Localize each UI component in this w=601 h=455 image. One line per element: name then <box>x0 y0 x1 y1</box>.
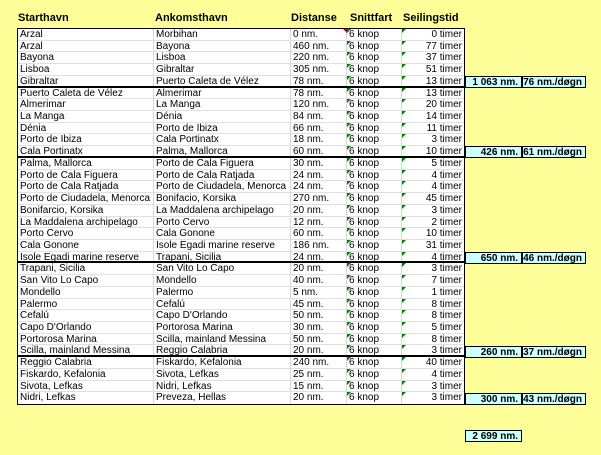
start-port-cell[interactable]: Porto de Cala Ratjada <box>18 181 154 192</box>
distance-cell[interactable]: 24 nm. <box>291 181 347 192</box>
arrival-port-cell[interactable]: Mondello <box>154 275 291 286</box>
comment-marker-icon <box>347 287 351 291</box>
comment-marker-icon <box>347 322 351 326</box>
distance-cell[interactable]: 25 nm. <box>291 369 347 380</box>
comment-marker-icon <box>402 392 406 396</box>
start-port-cell[interactable]: Porto Cervo <box>18 228 154 239</box>
distance-cell[interactable]: 20 nm. <box>291 345 347 355</box>
distance-cell[interactable]: 186 nm. <box>291 240 347 251</box>
sailing-time-cell[interactable]: 3 timer <box>402 205 464 216</box>
comment-marker-icon <box>347 252 351 256</box>
comment-marker-icon <box>402 322 406 326</box>
comment-marker-icon <box>347 334 351 338</box>
comment-marker-icon <box>402 88 406 92</box>
table-row <box>18 334 464 346</box>
arrival-port-cell[interactable]: Portorosa Marina <box>154 322 291 333</box>
comment-marker-icon <box>347 275 351 279</box>
avg-speed-cell[interactable]: 6 knop <box>347 134 402 145</box>
table-row <box>18 76 464 88</box>
sailing-time-cell[interactable]: 11 timer <box>402 123 464 134</box>
start-port-cell[interactable]: Cala Gonone <box>18 240 154 251</box>
table-row <box>18 357 464 369</box>
distance-cell[interactable]: 20 nm. <box>291 392 347 404</box>
distance-cell[interactable]: 24 nm. <box>291 170 347 181</box>
avg-speed-cell[interactable]: 6 knop <box>347 76 402 86</box>
header-ankomsthavn: Ankomsthavn <box>155 12 228 24</box>
section-distance[interactable]: 260 nm. <box>465 346 522 358</box>
distance-cell[interactable]: 50 nm. <box>291 334 347 345</box>
avg-speed-cell[interactable]: 6 knop <box>347 29 402 40</box>
distance-cell[interactable]: 84 nm. <box>291 111 347 122</box>
sailing-time-cell[interactable]: 8 timer <box>402 310 464 321</box>
sailing-time-cell[interactable]: 10 timer <box>402 228 464 239</box>
avg-speed-cell[interactable]: 6 knop <box>347 52 402 63</box>
table-row <box>18 322 464 334</box>
comment-marker-icon <box>347 99 351 103</box>
sailing-time-cell[interactable]: 4 timer <box>402 170 464 181</box>
avg-speed-cell[interactable]: 6 knop <box>347 299 402 310</box>
table-row <box>18 158 464 170</box>
start-port-cell[interactable]: Porto de Ciudadela, Menorca <box>18 193 154 204</box>
distance-cell[interactable]: 305 nm. <box>291 64 347 75</box>
distance-cell[interactable]: 0 nm. <box>291 29 347 40</box>
distance-cell[interactable]: 40 nm. <box>291 275 347 286</box>
distance-cell[interactable]: 78 nm. <box>291 76 347 86</box>
comment-marker-icon <box>347 29 351 33</box>
table-row <box>18 123 464 135</box>
table-row <box>18 99 464 111</box>
distance-cell[interactable]: 15 nm. <box>291 381 347 392</box>
distance-cell[interactable]: 240 nm. <box>291 357 347 368</box>
comment-marker-icon <box>402 29 406 33</box>
start-port-cell[interactable]: La Maddalena archipelago <box>18 217 154 228</box>
start-port-cell[interactable]: Lisboa <box>18 64 154 75</box>
comment-marker-icon <box>402 263 406 267</box>
table-row <box>18 252 464 264</box>
start-port-cell[interactable]: Bonifarcio, Korsika <box>18 205 154 216</box>
sailing-time-cell[interactable]: 37 timer <box>402 52 464 63</box>
distance-cell[interactable]: 78 nm. <box>291 88 347 99</box>
comment-marker-icon <box>347 111 351 115</box>
sailing-time-cell[interactable]: 13 timer <box>402 88 464 99</box>
sailing-time-cell[interactable]: 5 timer <box>402 322 464 333</box>
table-row <box>18 146 464 158</box>
voyage-table <box>17 28 465 405</box>
comment-marker-icon <box>402 193 406 197</box>
distance-cell[interactable]: 20 nm. <box>291 263 347 274</box>
arrival-port-cell[interactable]: Porto Cervo <box>154 217 291 228</box>
comment-marker-icon <box>347 217 351 221</box>
comment-marker-icon <box>402 205 406 209</box>
arrival-port-cell[interactable]: Nidri, Lefkas <box>154 381 291 392</box>
arrival-port-cell[interactable]: Cefalú <box>154 299 291 310</box>
comment-marker-icon <box>347 158 351 162</box>
avg-speed-cell[interactable]: 6 knop <box>347 240 402 251</box>
table-row <box>18 275 464 287</box>
avg-speed-cell[interactable]: 6 knop <box>347 345 402 355</box>
comment-marker-icon <box>347 170 351 174</box>
comment-marker-icon <box>402 217 406 221</box>
avg-speed-cell[interactable]: 6 knop <box>347 181 402 192</box>
sailing-time-cell[interactable]: 20 timer <box>402 99 464 110</box>
avg-speed-cell[interactable]: 6 knop <box>347 252 402 262</box>
comment-marker-icon <box>402 170 406 174</box>
sailing-time-cell[interactable]: 7 timer <box>402 275 464 286</box>
comment-marker-icon <box>402 240 406 244</box>
arrival-port-cell[interactable]: Cala Gonone <box>154 228 291 239</box>
table-row <box>18 228 464 240</box>
sailing-time-cell[interactable]: 3 timer <box>402 345 464 355</box>
comment-marker-icon <box>402 381 406 385</box>
comment-marker-icon <box>347 263 351 267</box>
arrival-port-cell[interactable]: Dénia <box>154 111 291 122</box>
header-distanse: Distanse <box>291 12 337 24</box>
distance-cell[interactable]: 20 nm. <box>291 205 347 216</box>
sailing-time-cell[interactable]: 4 timer <box>402 252 464 262</box>
start-port-cell[interactable]: Sivota, Lefkas <box>18 381 154 392</box>
sailing-time-cell[interactable]: 4 timer <box>402 369 464 380</box>
sailing-time-cell[interactable]: 13 timer <box>402 76 464 86</box>
avg-speed-cell[interactable]: 6 knop <box>347 193 402 204</box>
distance-cell[interactable]: 12 nm. <box>291 217 347 228</box>
arrival-port-cell[interactable]: Lisboa <box>154 52 291 63</box>
comment-marker-icon <box>343 29 347 33</box>
table-row <box>18 52 464 64</box>
arrival-port-cell[interactable]: Almerimar <box>154 88 291 99</box>
start-port-cell[interactable]: San Vito Lo Capo <box>18 275 154 286</box>
start-port-cell[interactable]: Nidri, Lefkas <box>18 392 154 404</box>
start-port-cell[interactable]: Gibraltar <box>18 76 154 86</box>
avg-speed-cell[interactable]: 6 knop <box>347 392 402 404</box>
distance-cell[interactable]: 460 nm. <box>291 41 347 52</box>
comment-marker-icon <box>347 76 351 80</box>
table-row <box>18 29 464 41</box>
section-per-day[interactable]: 61 nm./døgn <box>522 146 586 158</box>
avg-speed-cell[interactable]: 6 knop <box>347 99 402 110</box>
comment-marker-icon <box>402 99 406 103</box>
avg-speed-cell[interactable]: 6 knop <box>347 205 402 216</box>
avg-speed-cell[interactable]: 6 knop <box>347 41 402 52</box>
section-per-day[interactable]: 46 nm./døgn <box>522 252 586 264</box>
arrival-port-cell[interactable]: Porto de Cala Figuera <box>154 158 291 169</box>
comment-marker-icon <box>347 52 351 56</box>
start-port-cell[interactable]: Almerimar <box>18 99 154 110</box>
arrival-port-cell[interactable]: Cala Portinatx <box>154 134 291 145</box>
arrival-port-cell[interactable]: Scilla, mainland Messina <box>154 334 291 345</box>
table-row <box>18 287 464 299</box>
section-per-day[interactable]: 76 nm./døgn <box>522 76 586 88</box>
start-port-cell[interactable]: Scilla, mainland Messina <box>18 345 154 355</box>
avg-speed-cell[interactable]: 6 knop <box>347 310 402 321</box>
comment-marker-icon <box>402 287 406 291</box>
avg-speed-cell[interactable]: 6 knop <box>347 357 402 368</box>
start-port-cell[interactable]: Cala Portinatx <box>18 146 154 156</box>
arrival-port-cell[interactable]: Morbihan <box>154 29 291 40</box>
table-row <box>18 369 464 381</box>
sailing-time-cell[interactable]: 5 timer <box>402 158 464 169</box>
comment-marker-icon <box>402 134 406 138</box>
start-port-cell[interactable]: Capo D'Orlando <box>18 322 154 333</box>
table-row <box>18 41 464 53</box>
arrival-port-cell[interactable]: Bayona <box>154 41 291 52</box>
section-per-day[interactable]: 43 nm./døgn <box>522 393 586 405</box>
total-distance[interactable]: 2 699 nm. <box>465 430 522 442</box>
sailing-time-cell[interactable]: 31 timer <box>402 240 464 251</box>
avg-speed-cell[interactable]: 6 knop <box>347 146 402 156</box>
avg-speed-cell[interactable]: 6 knop <box>347 287 402 298</box>
comment-marker-icon <box>347 134 351 138</box>
arrival-port-cell[interactable]: Porto de Ibiza <box>154 123 291 134</box>
comment-marker-icon <box>402 252 406 256</box>
distance-cell[interactable]: 45 nm. <box>291 299 347 310</box>
sailing-time-cell[interactable]: 3 timer <box>402 392 464 404</box>
sailing-time-cell[interactable]: 2 timer <box>402 217 464 228</box>
arrival-port-cell[interactable]: Porto de Ciudadela, Menorca <box>154 181 291 192</box>
arrival-port-cell[interactable]: Capo D'Orlando <box>154 310 291 321</box>
start-port-cell[interactable]: Isole Egadi marine reserve <box>18 252 154 262</box>
table-row <box>18 299 464 311</box>
comment-marker-icon <box>402 345 406 349</box>
comment-marker-icon <box>402 76 406 80</box>
arrival-port-cell[interactable]: Palma, Mallorca <box>154 146 291 156</box>
start-port-cell[interactable]: Portorosa Marina <box>18 334 154 345</box>
table-row <box>18 240 464 252</box>
section-distance[interactable]: 426 nm. <box>465 146 522 158</box>
start-port-cell[interactable]: Porto de Cala Figuera <box>18 170 154 181</box>
avg-speed-cell[interactable]: 6 knop <box>347 322 402 333</box>
sailing-time-cell[interactable]: 45 timer <box>402 193 464 204</box>
distance-cell[interactable]: 220 nm. <box>291 52 347 63</box>
comment-marker-icon <box>402 111 406 115</box>
table-row <box>18 193 464 205</box>
table-row <box>18 111 464 123</box>
avg-speed-cell[interactable]: 6 knop <box>347 369 402 380</box>
start-port-cell[interactable]: La Manga <box>18 111 154 122</box>
table-row <box>18 170 464 182</box>
distance-cell[interactable]: 5 nm. <box>291 287 347 298</box>
table-row <box>18 64 464 76</box>
arrival-port-cell[interactable]: San Vito Lo Capo <box>154 263 291 274</box>
start-port-cell[interactable]: Arzal <box>18 41 154 52</box>
comment-marker-icon <box>347 205 351 209</box>
section-distance[interactable]: 650 nm. <box>465 252 522 264</box>
section-distance[interactable]: 300 nm. <box>465 393 522 405</box>
distance-cell[interactable]: 24 nm. <box>291 252 347 262</box>
sailing-time-cell[interactable]: 14 timer <box>402 111 464 122</box>
header-starthavn: Starthavn <box>18 12 69 24</box>
comment-marker-icon <box>347 310 351 314</box>
sailing-time-cell[interactable]: 10 timer <box>402 146 464 156</box>
comment-marker-icon <box>347 41 351 45</box>
avg-speed-cell[interactable]: 6 knop <box>347 263 402 274</box>
section-distance[interactable]: 1 063 nm. <box>465 76 522 88</box>
distance-cell[interactable]: 60 nm. <box>291 228 347 239</box>
table-row <box>18 88 464 100</box>
table-row <box>18 381 464 393</box>
start-port-cell[interactable]: Bayona <box>18 52 154 63</box>
comment-marker-icon <box>347 240 351 244</box>
comment-marker-icon <box>347 193 351 197</box>
arrival-port-cell[interactable]: Fiskardo, Kefalonia <box>154 357 291 368</box>
avg-speed-cell[interactable]: 6 knop <box>347 381 402 392</box>
comment-marker-icon <box>347 88 351 92</box>
sailing-time-cell[interactable]: 8 timer <box>402 334 464 345</box>
comment-marker-icon <box>347 299 351 303</box>
start-port-cell[interactable]: Porto de Ibiza <box>18 134 154 145</box>
sailing-time-cell[interactable]: 8 timer <box>402 299 464 310</box>
start-port-cell[interactable]: Dénia <box>18 123 154 134</box>
comment-marker-icon <box>347 123 351 127</box>
avg-speed-cell[interactable]: 6 knop <box>347 275 402 286</box>
arrival-port-cell[interactable]: Bonifacio, Korsika <box>154 193 291 204</box>
avg-speed-cell[interactable]: 6 knop <box>347 123 402 134</box>
start-port-cell[interactable]: Palma, Mallorca <box>18 158 154 169</box>
arrival-port-cell[interactable]: Preveza, Hellas <box>154 392 291 404</box>
distance-cell[interactable]: 60 nm. <box>291 146 347 156</box>
distance-cell[interactable]: 30 nm. <box>291 158 347 169</box>
table-row <box>18 263 464 275</box>
arrival-port-cell[interactable]: Sivota, Lefkas <box>154 369 291 380</box>
arrival-port-cell[interactable]: Gibraltar <box>154 64 291 75</box>
comment-marker-icon <box>347 381 351 385</box>
comment-marker-icon <box>402 299 406 303</box>
comment-marker-icon <box>402 64 406 68</box>
start-port-cell[interactable]: Puerto Caleta de Vélez <box>18 88 154 99</box>
comment-marker-icon <box>402 357 406 361</box>
comment-marker-icon <box>402 158 406 162</box>
sailing-time-cell[interactable]: 0 timer <box>402 29 464 40</box>
comment-marker-icon <box>347 228 351 232</box>
distance-cell[interactable]: 120 nm. <box>291 99 347 110</box>
avg-speed-cell[interactable]: 6 knop <box>347 217 402 228</box>
comment-marker-icon <box>402 334 406 338</box>
arrival-port-cell[interactable]: Porto de Cala Ratjada <box>154 170 291 181</box>
comment-marker-icon <box>402 146 406 150</box>
comment-marker-icon <box>347 181 351 185</box>
arrival-port-cell[interactable]: Puerto Caleta de Vélez <box>154 76 291 86</box>
sailing-time-cell[interactable]: 1 timer <box>402 287 464 298</box>
sailing-time-cell[interactable]: 3 timer <box>402 134 464 145</box>
comment-marker-icon <box>402 181 406 185</box>
table-row <box>18 217 464 229</box>
arrival-port-cell[interactable]: Isole Egadi marine reserve <box>154 240 291 251</box>
distance-cell[interactable]: 270 nm. <box>291 193 347 204</box>
table-row <box>18 134 464 146</box>
comment-marker-icon <box>402 52 406 56</box>
table-row <box>18 392 464 404</box>
start-port-cell[interactable]: Mondello <box>18 287 154 298</box>
sailing-time-cell[interactable]: 4 timer <box>402 181 464 192</box>
start-port-cell[interactable]: Palermo <box>18 299 154 310</box>
sailing-time-cell[interactable]: 3 timer <box>402 263 464 274</box>
comment-marker-icon <box>347 369 351 373</box>
start-port-cell[interactable]: Fiskardo, Kefalonia <box>18 369 154 380</box>
comment-marker-icon <box>402 123 406 127</box>
comment-marker-icon <box>347 146 351 150</box>
avg-speed-cell[interactable]: 6 knop <box>347 334 402 345</box>
comment-marker-icon <box>402 228 406 232</box>
header-seilingstid: Seilingstid <box>403 12 459 24</box>
table-row <box>18 310 464 322</box>
arrival-port-cell[interactable]: Trapani, Sicilia <box>154 252 291 262</box>
comment-marker-icon <box>402 310 406 314</box>
start-port-cell[interactable]: Reggio Calabria <box>18 357 154 368</box>
arrival-port-cell[interactable]: La Maddalena archipelago <box>154 205 291 216</box>
sailing-time-cell[interactable]: 51 timer <box>402 64 464 75</box>
avg-speed-cell[interactable]: 6 knop <box>347 158 402 169</box>
avg-speed-cell[interactable]: 6 knop <box>347 111 402 122</box>
sailing-time-cell[interactable]: 77 timer <box>402 41 464 52</box>
sailing-time-cell[interactable]: 3 timer <box>402 381 464 392</box>
comment-marker-icon <box>402 369 406 373</box>
distance-cell[interactable]: 30 nm. <box>291 322 347 333</box>
start-port-cell[interactable]: Cefalú <box>18 310 154 321</box>
table-row <box>18 345 464 357</box>
table-row <box>18 205 464 217</box>
avg-speed-cell[interactable]: 6 knop <box>347 88 402 99</box>
sailing-time-cell[interactable]: 40 timer <box>402 357 464 368</box>
section-per-day[interactable]: 37 nm./døgn <box>522 346 586 358</box>
comment-marker-icon <box>347 64 351 68</box>
distance-cell[interactable]: 50 nm. <box>291 310 347 321</box>
arrival-port-cell[interactable]: Reggio Calabria <box>154 345 291 355</box>
table-row <box>18 181 464 193</box>
arrival-port-cell[interactable]: La Manga <box>154 99 291 110</box>
comment-marker-icon <box>347 345 351 349</box>
distance-cell[interactable]: 18 nm. <box>291 134 347 145</box>
comment-marker-icon <box>347 392 351 396</box>
start-port-cell[interactable]: Arzal <box>18 29 154 40</box>
start-port-cell[interactable]: Trapani, Sicilia <box>18 263 154 274</box>
distance-cell[interactable]: 66 nm. <box>291 123 347 134</box>
arrival-port-cell[interactable]: Palermo <box>154 287 291 298</box>
avg-speed-cell[interactable]: 6 knop <box>347 170 402 181</box>
avg-speed-cell[interactable]: 6 knop <box>347 64 402 75</box>
comment-marker-icon <box>402 275 406 279</box>
comment-marker-icon <box>402 41 406 45</box>
comment-marker-icon <box>347 357 351 361</box>
avg-speed-cell[interactable]: 6 knop <box>347 228 402 239</box>
header-snittfart: Snittfart <box>350 12 393 24</box>
